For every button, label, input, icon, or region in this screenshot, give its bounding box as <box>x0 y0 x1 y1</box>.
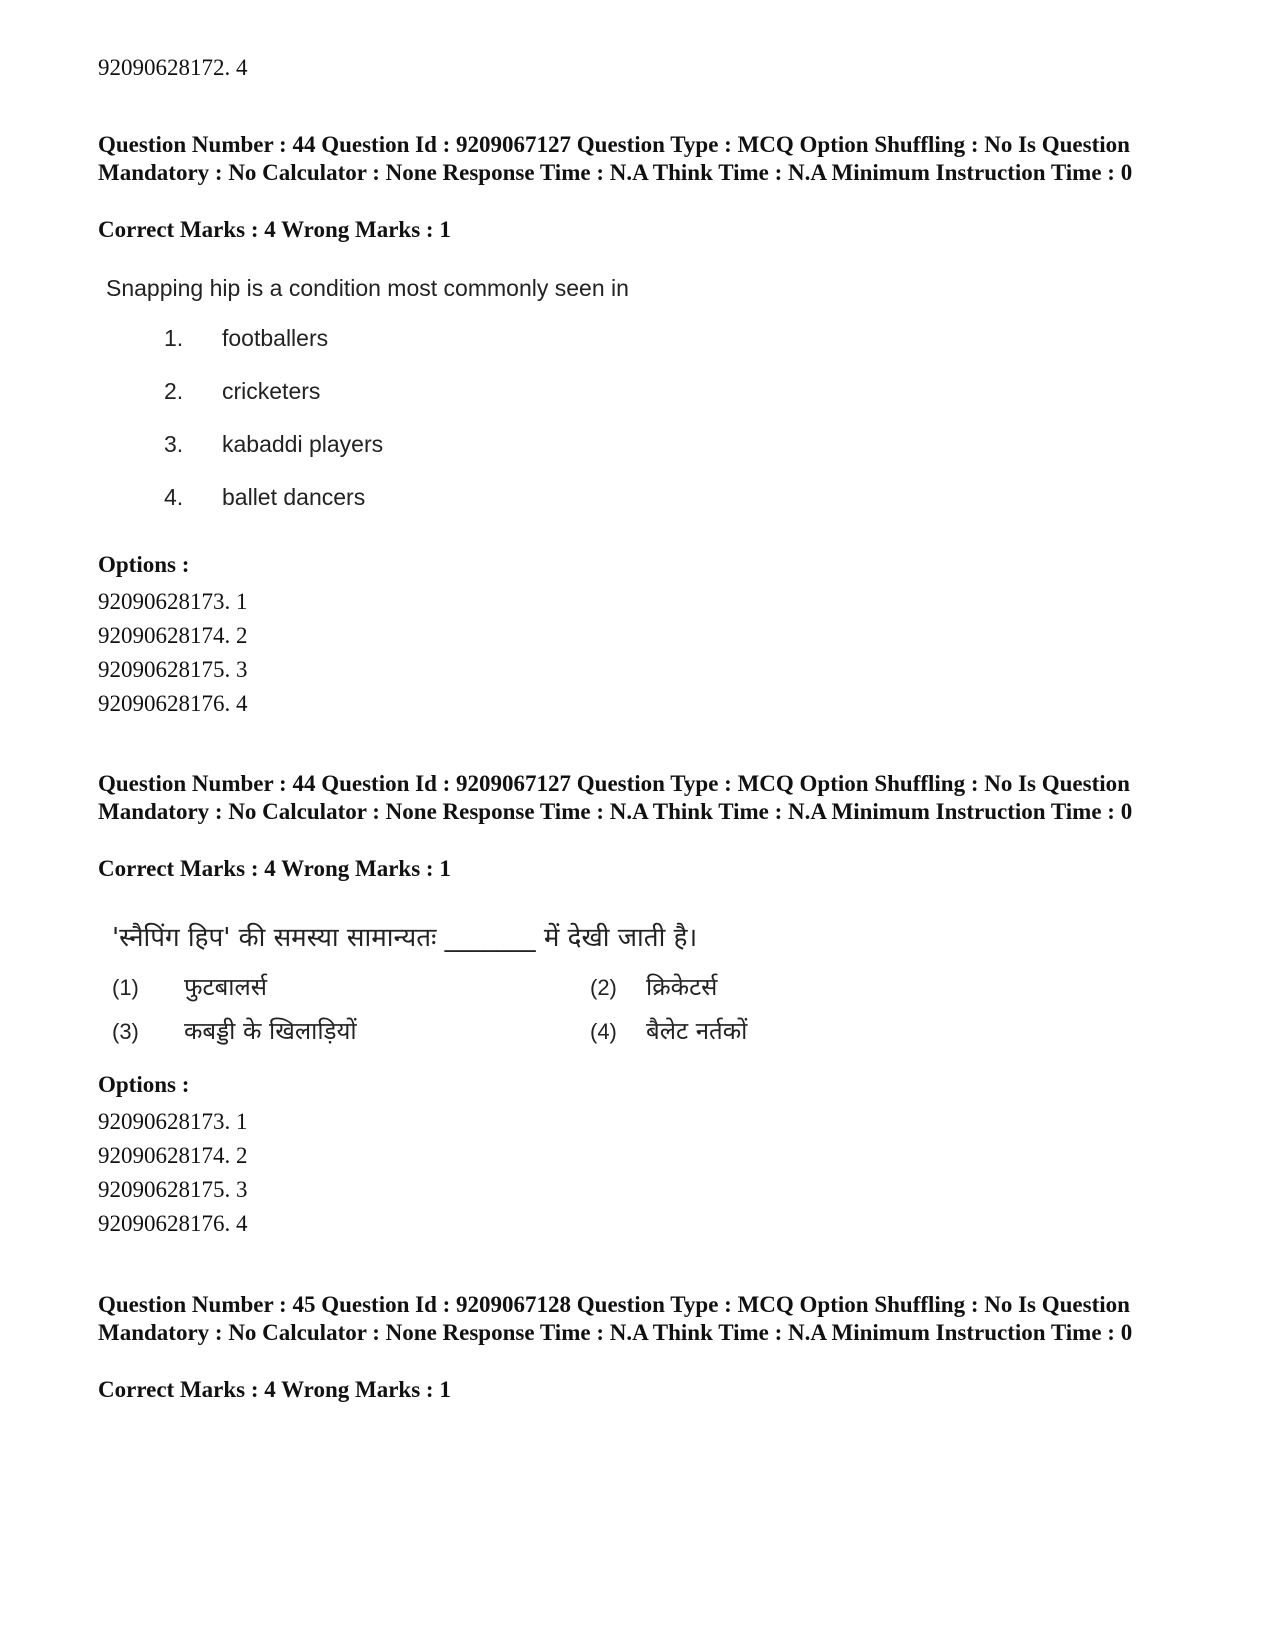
choice-row <box>164 378 383 431</box>
options-label: Options : <box>98 1072 190 1097</box>
hindi-choice <box>112 1014 357 1047</box>
options-list <box>98 585 248 721</box>
option-item: 92090628176. 4 <box>98 691 248 716</box>
question-header: Question Number : 44 Question Id : 9209067127 Question Type : MCQ Option Shuffling : No Is Question Mandatory : No Calculator : None Response Time : N.A Think Time : N.A Minimum Instruction Time : 0 <box>98 132 1133 185</box>
choice-label: क्रिकेटर्स <box>646 973 718 1001</box>
choice-label: ballet dancers <box>222 484 366 510</box>
marks-line: Correct Marks : 4 Wrong Marks : 1 <box>98 856 451 881</box>
question-header: Question Number : 45 Question Id : 9209067128 Question Type : MCQ Option Shuffling : No Is Question Mandatory : No Calculator : None Response Time : N.A Think Time : N.A Minimum Instruction Time : 0 <box>98 1292 1133 1345</box>
hindi-choice <box>590 1014 747 1047</box>
option-item: 92090628173. 1 <box>98 589 248 614</box>
choice-number: 1. <box>164 325 184 351</box>
choice-number: (4) <box>590 1019 617 1044</box>
choice-label: बैलेट नर्तकों <box>646 1017 748 1045</box>
option-item: 92090628175. 3 <box>98 1177 248 1202</box>
hindi-question-text: 'स्नैपिंग हिप' की समस्या सामान्यतः _______ में देखी जाती है। <box>112 923 698 953</box>
choice-row <box>164 484 383 537</box>
choice-number: (3) <box>112 1019 139 1044</box>
previous-option-line: 92090628172. 4 <box>98 55 248 80</box>
question-text: Snapping hip is a condition most commonly seen in <box>106 275 629 301</box>
option-item: 92090628175. 3 <box>98 657 248 682</box>
choice-row <box>164 431 383 484</box>
choice-label: कबड्डी के खिलाड़ियों <box>184 1017 357 1045</box>
option-item: 92090628176. 4 <box>98 1211 248 1236</box>
option-item: 92090628174. 2 <box>98 623 248 648</box>
question-choices <box>164 325 383 537</box>
choice-number: 2. <box>164 378 184 404</box>
choice-number: 3. <box>164 431 184 457</box>
hindi-choice <box>112 970 267 1003</box>
choice-label: kabaddi players <box>222 431 384 457</box>
hindi-choice <box>590 970 717 1003</box>
marks-line: Correct Marks : 4 Wrong Marks : 1 <box>98 217 451 242</box>
choice-number: 4. <box>164 484 184 510</box>
choice-number: (1) <box>112 975 139 1000</box>
options-list <box>98 1105 248 1241</box>
choice-label: cricketers <box>222 378 321 404</box>
choice-number: (2) <box>590 975 617 1000</box>
options-label: Options : <box>98 552 190 577</box>
marks-line: Correct Marks : 4 Wrong Marks : 1 <box>98 1377 451 1402</box>
choice-label: footballers <box>222 325 329 351</box>
option-item: 92090628174. 2 <box>98 1143 248 1168</box>
choice-label: फुटबालर्स <box>184 973 268 1001</box>
option-item: 92090628173. 1 <box>98 1109 248 1134</box>
choice-row <box>164 325 383 378</box>
question-header: Question Number : 44 Question Id : 9209067127 Question Type : MCQ Option Shuffling : No Is Question Mandatory : No Calculator : None Response Time : N.A Think Time : N.A Minimum Instruction Time : 0 <box>98 771 1133 824</box>
